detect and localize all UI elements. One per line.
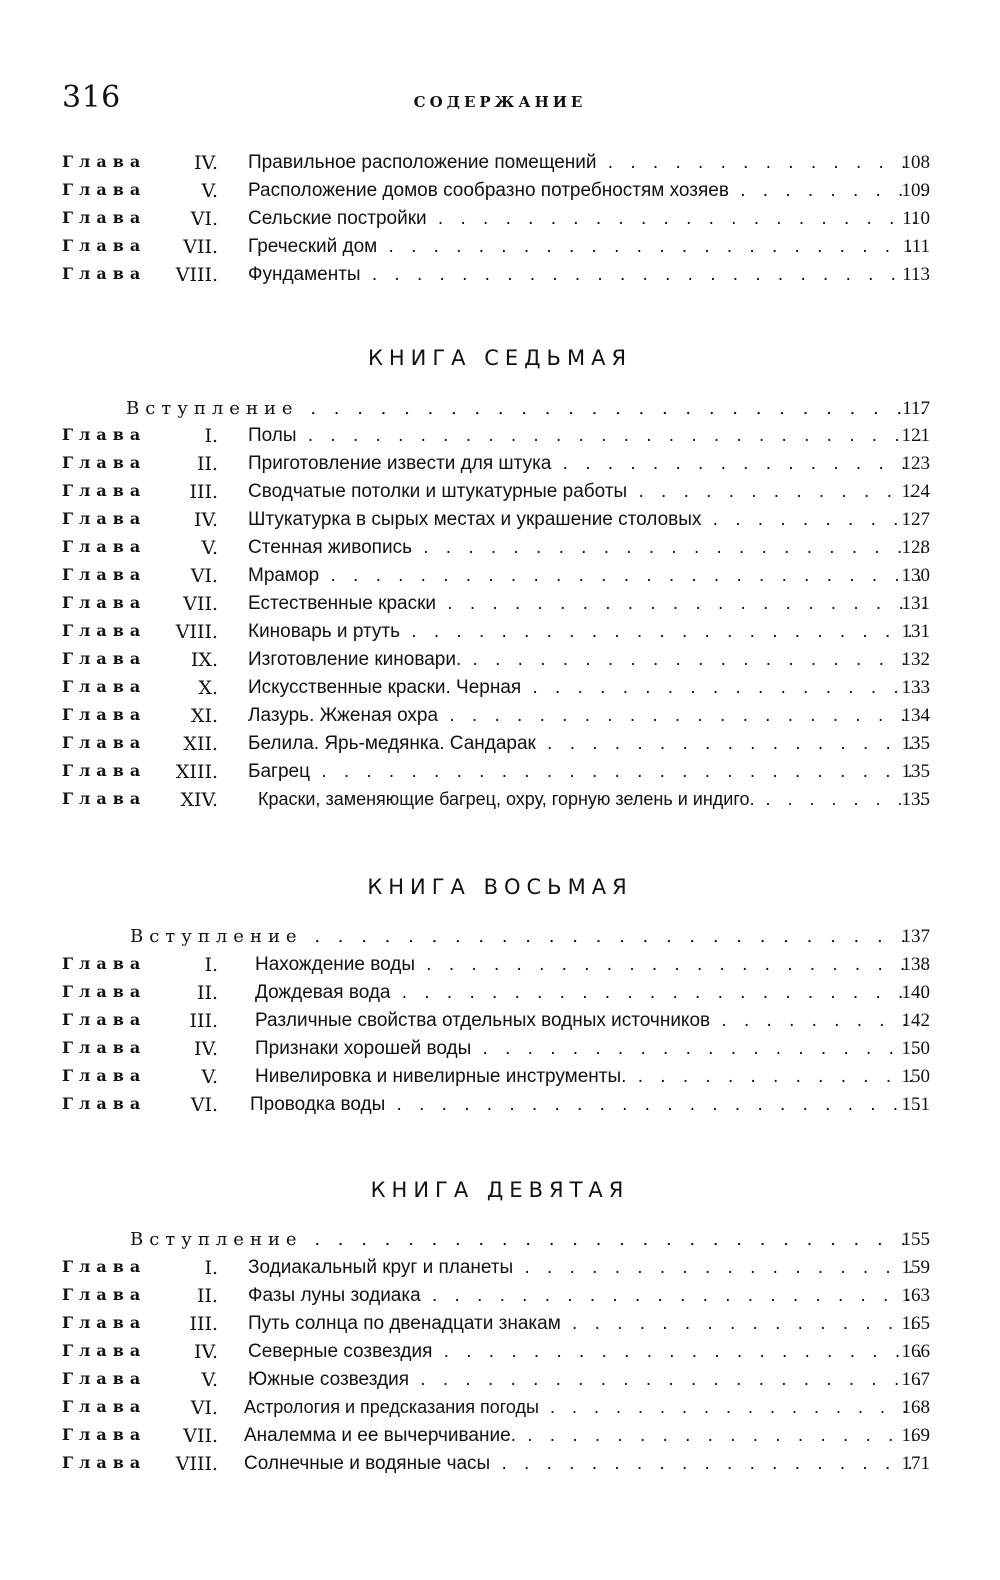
chapter-title: Северные созвездия . . . bbox=[248, 1341, 925, 1363]
chapter-numeral: V. bbox=[201, 537, 218, 559]
toc-entry: Глава VI. Мрамор . . . 130 bbox=[0, 565, 1000, 593]
chapter-numeral: III. bbox=[189, 1313, 218, 1335]
toc-entry: Глава XI. Лазурь. Жженая охра . . . 134 bbox=[0, 705, 1000, 733]
chapter-numeral: V. bbox=[201, 1066, 218, 1088]
chapter-title: Искусственные краски. Черная . . . bbox=[248, 677, 925, 699]
intro-label: Вступление . . . bbox=[130, 926, 925, 947]
chapter-label: Глава bbox=[62, 1369, 147, 1388]
chapter-title: Багрец . . . bbox=[248, 761, 925, 783]
chapter-numeral: I. bbox=[204, 954, 218, 976]
chapter-title: Изготовление киновари. . . . bbox=[248, 649, 925, 671]
chapter-numeral: VI. bbox=[190, 565, 218, 587]
chapter-label: Глава bbox=[62, 1341, 147, 1360]
toc-entry: Глава VII. Аналемма и ее вычерчивание. . . . 169 bbox=[0, 1425, 1000, 1453]
chapter-title: Сводчатые потолки и штукатурные работы . . . bbox=[248, 481, 925, 503]
chapter-title: Солнечные и водяные часы . . . bbox=[244, 1453, 925, 1475]
chapter-label: Глава bbox=[62, 733, 147, 752]
toc-entry: Глава II. Фазы луны зодиака . . . 163 bbox=[0, 1285, 1000, 1313]
intro-entry: Вступление . . . 137 bbox=[0, 926, 1000, 954]
chapter-title: Нахождение воды . . . bbox=[255, 954, 925, 976]
toc-entry: Глава V. Расположение домов сообразно потребностям хозяев . . . 109 bbox=[0, 180, 1000, 208]
toc-entry: Глава III. Путь солнца по двенадцати знакам . . . 165 bbox=[0, 1313, 1000, 1341]
toc-entry: Глава VIII. Фундаменты . . . 113 bbox=[0, 264, 1000, 292]
running-head: СОДЕРЖАНИЕ bbox=[413, 93, 587, 111]
chapter-title: Штукатурка в сырых местах и украшение столовых . . . bbox=[248, 509, 925, 531]
chapter-numeral: VIII. bbox=[175, 264, 218, 286]
chapter-numeral: III. bbox=[189, 1010, 218, 1032]
chapter-title: Дождевая вода . . . bbox=[255, 982, 925, 1004]
intro-entry: Вступление . . . 117 bbox=[0, 398, 1000, 426]
chapter-label: Глава bbox=[62, 1453, 147, 1472]
chapter-label: Глава bbox=[62, 789, 147, 808]
chapter-title: Мрамор . . . bbox=[248, 565, 925, 587]
book-title: КНИГА СЕДЬМАЯ bbox=[367, 346, 633, 370]
chapter-title: Краски, заменяющие багрец, охру, горную зелень и индиго. . . . bbox=[258, 789, 925, 810]
chapter-label: Глава bbox=[62, 208, 147, 227]
chapter-label: Глава bbox=[62, 705, 147, 724]
chapter-label: Глава bbox=[62, 481, 147, 500]
chapter-label: Глава bbox=[62, 1038, 147, 1057]
chapter-title: Стенная живопись . . . bbox=[248, 537, 925, 559]
chapter-title: Зодиакальный круг и планеты . . . bbox=[248, 1257, 925, 1279]
chapter-title: Путь солнца по двенадцати знакам . . . bbox=[248, 1313, 925, 1335]
chapter-title: Белила. Ярь-медянка. Сандарак . . . bbox=[248, 733, 925, 755]
chapter-numeral: VI. bbox=[190, 208, 218, 230]
chapter-numeral: XII. bbox=[183, 733, 218, 755]
toc-entry: Глава V. Южные созвездия . . . 167 bbox=[0, 1369, 1000, 1397]
chapter-title: Киноварь и ртуть . . . bbox=[248, 621, 925, 643]
chapter-numeral: V. bbox=[201, 1369, 218, 1391]
book-title: КНИГА ДЕВЯТАЯ bbox=[370, 1178, 630, 1202]
chapter-numeral: IV. bbox=[194, 152, 218, 174]
toc-entry: Глава III. Различные свойства отдельных водных источников . . . 142 bbox=[0, 1010, 1000, 1038]
intro-label: Вступление . . . bbox=[130, 1229, 925, 1250]
toc-entry: Глава IV. Северные созвездия . . . 166 bbox=[0, 1341, 1000, 1369]
chapter-numeral: IV. bbox=[194, 1341, 218, 1363]
chapter-title: Полы . . . bbox=[248, 425, 925, 447]
toc-entry: Глава X. Искусственные краски. Черная . . . 133 bbox=[0, 677, 1000, 705]
toc-entry: Глава I. Полы . . . 121 bbox=[0, 425, 1000, 453]
toc-entry: Глава IV. Признаки хорошей воды . . . 150 bbox=[0, 1038, 1000, 1066]
chapter-numeral: II. bbox=[196, 453, 218, 475]
chapter-title: Естественные краски . . . bbox=[248, 593, 925, 615]
chapter-label: Глава bbox=[62, 425, 147, 444]
chapter-numeral: VI. bbox=[190, 1094, 218, 1116]
toc-entry: Глава V. Стенная живопись . . . 128 bbox=[0, 537, 1000, 565]
chapter-label: Глава bbox=[62, 236, 147, 255]
chapter-numeral: VIII. bbox=[175, 1453, 218, 1475]
chapter-label: Глава bbox=[62, 593, 147, 612]
chapter-numeral: II. bbox=[196, 1285, 218, 1307]
chapter-label: Глава bbox=[62, 1285, 147, 1304]
chapter-label: Глава bbox=[62, 453, 147, 472]
chapter-title: Лазурь. Жженая охра . . . bbox=[248, 705, 925, 727]
chapter-title: Фундаменты . . . bbox=[248, 264, 925, 286]
chapter-title: Проводка воды . . . bbox=[250, 1094, 925, 1116]
chapter-label: Глава bbox=[62, 565, 147, 584]
chapter-title: Южные созвездия . . . bbox=[248, 1369, 925, 1391]
toc-entry: Глава II. Дождевая вода . . . 140 bbox=[0, 982, 1000, 1010]
chapter-numeral: XIV. bbox=[180, 789, 218, 811]
toc-entry: Глава XIII. Багрец . . . 135 bbox=[0, 761, 1000, 789]
chapter-numeral: VII. bbox=[183, 593, 218, 615]
toc-entry: Глава I. Зодиакальный круг и планеты . . . 159 bbox=[0, 1257, 1000, 1285]
chapter-label: Глава bbox=[62, 1094, 147, 1113]
chapter-numeral: XI. bbox=[190, 705, 218, 727]
chapter-label: Глава bbox=[62, 1397, 147, 1416]
chapter-title: Признаки хорошей воды . . . bbox=[255, 1038, 925, 1060]
chapter-label: Глава bbox=[62, 982, 147, 1001]
toc-entry: Глава XII. Белила. Ярь-медянка. Сандарак . . . 135 bbox=[0, 733, 1000, 761]
chapter-numeral: I. bbox=[204, 425, 218, 447]
page-number: 316 bbox=[62, 80, 121, 115]
intro-entry: Вступление . . . 155 bbox=[0, 1229, 1000, 1257]
chapter-numeral: VII. bbox=[183, 1425, 218, 1447]
chapter-title: Астрология и предсказания погоды . . . bbox=[244, 1397, 925, 1418]
chapter-label: Глава bbox=[62, 1425, 147, 1444]
toc-entry: Глава I. Нахождение воды . . . 138 bbox=[0, 954, 1000, 982]
chapter-title: Правильное расположение помещений . . . bbox=[248, 152, 925, 174]
chapter-numeral: V. bbox=[201, 180, 218, 202]
toc-entry: Глава VIII. Солнечные и водяные часы . . . 171 bbox=[0, 1453, 1000, 1481]
toc-entry: Глава VII. Естественные краски . . . 131 bbox=[0, 593, 1000, 621]
chapter-title: Аналемма и ее вычерчивание. . . . bbox=[244, 1425, 925, 1447]
chapter-title: Расположение домов сообразно потребностям хозяев . . . bbox=[248, 180, 925, 202]
chapter-label: Глава bbox=[62, 1313, 147, 1332]
toc-entry: Глава III. Сводчатые потолки и штукатурные работы . . . 124 bbox=[0, 481, 1000, 509]
chapter-numeral: X. bbox=[198, 677, 218, 699]
chapter-label: Глава bbox=[62, 1257, 147, 1276]
toc-entry: Глава II. Приготовление извести для штука . . . 123 bbox=[0, 453, 1000, 481]
book-title: КНИГА ВОСЬМАЯ bbox=[367, 875, 633, 899]
chapter-numeral: IV. bbox=[194, 509, 218, 531]
chapter-label: Глава bbox=[62, 537, 147, 556]
toc-entry: Глава IV. Штукатурка в сырых местах и украшение столовых . . . 127 bbox=[0, 509, 1000, 537]
chapter-label: Глава bbox=[62, 180, 147, 199]
chapter-title: Нивелировка и нивелирные инструменты. . . . bbox=[255, 1066, 925, 1088]
chapter-numeral: IV. bbox=[194, 1038, 218, 1060]
toc-entry: Глава XIV. Краски, заменяющие багрец, охру, горную зелень и индиго. . . . 135 bbox=[0, 789, 1000, 817]
chapter-numeral: XIII. bbox=[175, 761, 218, 783]
chapter-numeral: III. bbox=[189, 481, 218, 503]
chapter-numeral: IX. bbox=[190, 649, 218, 671]
toc-entry: Глава VI. Сельские постройки . . . 110 bbox=[0, 208, 1000, 236]
toc-entry: Глава VIII. Киноварь и ртуть . . . 131 bbox=[0, 621, 1000, 649]
chapter-label: Глава bbox=[62, 649, 147, 668]
chapter-label: Глава bbox=[62, 677, 147, 696]
chapter-label: Глава bbox=[62, 152, 147, 171]
chapter-numeral: VII. bbox=[183, 236, 218, 258]
chapter-label: Глава bbox=[62, 1066, 147, 1085]
toc-entry: Глава V. Нивелировка и нивелирные инструменты. . . . 150 bbox=[0, 1066, 1000, 1094]
chapter-title: Греческий дом . . . bbox=[248, 236, 925, 258]
toc-entry: Глава VII. Греческий дом . . . 111 bbox=[0, 236, 1000, 264]
toc-entry: Глава IV. Правильное расположение помещений . . . 108 bbox=[0, 152, 1000, 180]
toc-entry: Глава VI. Проводка воды . . . 151 bbox=[0, 1094, 1000, 1122]
chapter-title: Различные свойства отдельных водных источников . . . bbox=[255, 1010, 925, 1032]
chapter-title: Фазы луны зодиака . . . bbox=[248, 1285, 925, 1307]
chapter-title: Приготовление извести для штука . . . bbox=[248, 453, 925, 475]
chapter-numeral: I. bbox=[204, 1257, 218, 1279]
chapter-label: Глава bbox=[62, 1010, 147, 1029]
chapter-numeral: II. bbox=[196, 982, 218, 1004]
chapter-label: Глава bbox=[62, 509, 147, 528]
chapter-label: Глава bbox=[62, 621, 147, 640]
chapter-label: Глава bbox=[62, 761, 147, 780]
intro-label: Вступление . . . bbox=[126, 398, 925, 419]
chapter-numeral: VI. bbox=[190, 1397, 218, 1419]
chapter-label: Глава bbox=[62, 264, 147, 283]
chapter-numeral: VIII. bbox=[175, 621, 218, 643]
toc-entry: Глава VI. Астрология и предсказания погоды . . . 168 bbox=[0, 1397, 1000, 1425]
chapter-title: Сельские постройки . . . bbox=[248, 208, 925, 230]
toc-entry: Глава IX. Изготовление киновари. . . . 132 bbox=[0, 649, 1000, 677]
chapter-label: Глава bbox=[62, 954, 147, 973]
